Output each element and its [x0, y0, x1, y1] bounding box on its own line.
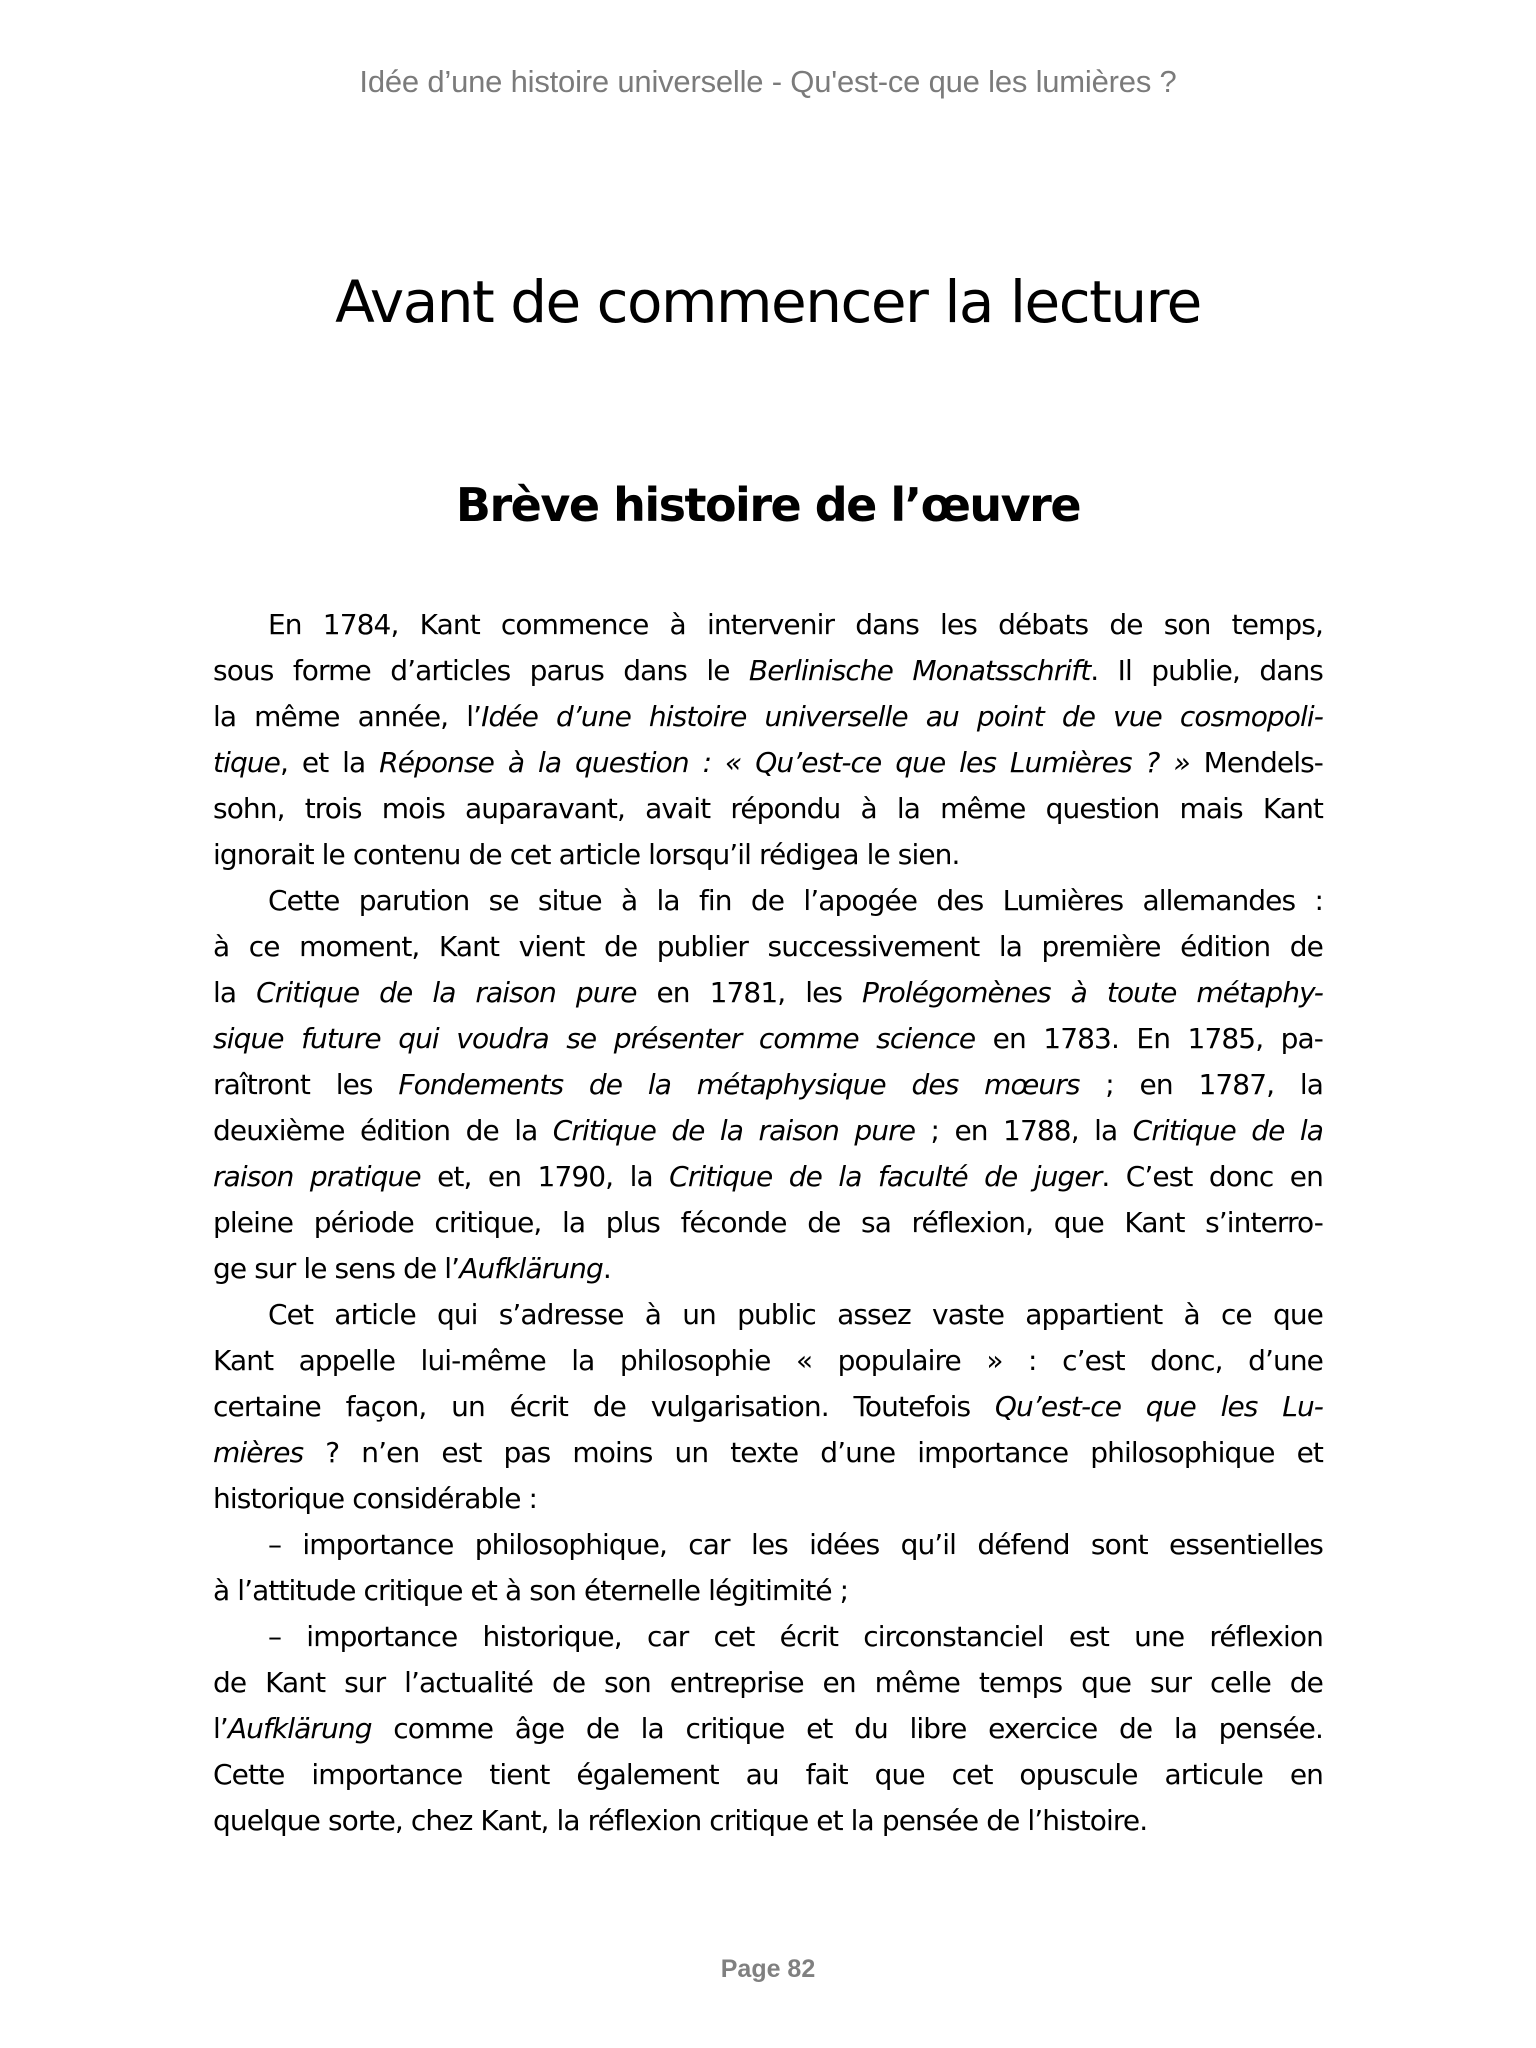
italic-text: raison pratique	[213, 1160, 421, 1193]
text-span: . Il publie, dans	[1090, 654, 1323, 687]
italic-text: Prolégomènes à toute métaphy-	[862, 976, 1324, 1009]
text-line	[213, 1062, 1323, 1108]
text-line	[213, 1430, 1323, 1476]
italic-text: Idée d’une histoire universelle au point de vue cosmopoli-	[481, 700, 1323, 733]
italic-text: Qu’est-ce que les Lu-	[994, 1390, 1324, 1423]
text-line	[213, 694, 1323, 740]
text-span: . C’est donc en	[1101, 1160, 1323, 1193]
text-span: ge sur le sens de l’	[213, 1252, 460, 1285]
text-span: de Kant sur l’actualité de son entreprise en même temps que sur celle de	[213, 1666, 1323, 1699]
text-span: raîtront les	[213, 1068, 399, 1101]
italic-text: Réponse à la question : « Qu’est-ce que les Lumières ? »	[379, 746, 1190, 779]
text-line	[213, 786, 1323, 832]
chapter-title: Avant de commencer la lecture	[335, 268, 1201, 336]
page-number: Page 82	[720, 1955, 816, 1983]
text-span: sohn, trois mois auparavant, avait répondu à la même question mais Kant	[213, 792, 1323, 825]
italic-text: Aufklärung	[459, 1252, 603, 1285]
text-line	[213, 740, 1323, 786]
text-span: l’	[213, 1712, 228, 1745]
text-span: la	[213, 976, 257, 1009]
text-line	[213, 1568, 1323, 1614]
text-line	[213, 1522, 1323, 1568]
text-line	[213, 924, 1323, 970]
text-span: – importance historique, car cet écrit circonstanciel est une réflexion	[268, 1620, 1323, 1653]
text-line	[213, 970, 1323, 1016]
section-title: Brève histoire de l’œuvre	[455, 478, 1081, 532]
text-span: – importance philosophique, car les idées qu’il défend sont essentielles	[268, 1528, 1323, 1561]
text-span: comme âge de la critique et du libre exercice de la pensée.	[371, 1712, 1323, 1745]
italic-text: sique future qui voudra se présenter comme science	[213, 1022, 976, 1055]
text-span: pleine période critique, la plus féconde de sa réflexion, que Kant s’interro-	[213, 1206, 1323, 1239]
text-span: , et la	[280, 746, 380, 779]
text-line	[213, 1706, 1323, 1752]
text-span: ? n’en est pas moins un texte d’une importance philosophique et	[303, 1436, 1323, 1469]
text-line	[213, 832, 1323, 878]
text-line	[213, 1752, 1323, 1798]
text-line	[213, 1246, 1323, 1292]
text-line	[213, 1108, 1323, 1154]
text-line	[213, 1338, 1323, 1384]
text-span: ; en 1788, la	[915, 1114, 1133, 1147]
text-span: la même année, l’	[213, 700, 482, 733]
text-span: ignorait le contenu de cet article lorsqu’il rédigea le sien.	[213, 838, 960, 871]
text-line	[213, 648, 1323, 694]
italic-text: Aufklärung	[227, 1712, 372, 1745]
text-span: Kant appelle lui-même la philosophie « populaire » : c’est donc, d’une	[213, 1344, 1323, 1377]
text-span: Mendels-	[1189, 746, 1323, 779]
text-line	[213, 1200, 1323, 1246]
text-line	[213, 602, 1323, 648]
text-span: sous forme d’articles parus dans le	[213, 654, 749, 687]
text-span: Cette parution se situe à la fin de l’apogée des Lumières allemandes :	[268, 884, 1323, 917]
text-line	[213, 878, 1323, 924]
text-line	[213, 1154, 1323, 1200]
italic-text: tique	[213, 746, 281, 779]
text-span: .	[602, 1252, 611, 1285]
text-line	[213, 1614, 1323, 1660]
text-span: à l’attitude critique et à son éternelle légitimité ;	[213, 1574, 849, 1607]
text-span: Cet article qui s’adresse à un public assez vaste appartient à ce que	[268, 1298, 1323, 1331]
text-line	[213, 1016, 1323, 1062]
text-line	[213, 1798, 1323, 1844]
italic-text: Critique de la raison pure	[552, 1114, 916, 1147]
italic-text: Berlinische Monatsschrift	[748, 654, 1091, 687]
text-line	[213, 1384, 1323, 1430]
text-span: ; en 1787, la	[1079, 1068, 1323, 1101]
text-span: en 1781, les	[636, 976, 863, 1009]
italic-text: Critique de la faculté de juger	[669, 1160, 1102, 1193]
text-line	[213, 1476, 1323, 1522]
text-span: deuxième édition de la	[213, 1114, 553, 1147]
text-span: quelque sorte, chez Kant, la réflexion critique et la pensée de l’histoire.	[213, 1804, 1148, 1837]
text-span: et, en 1790, la	[420, 1160, 670, 1193]
italic-text: Critique de la raison pure	[256, 976, 637, 1009]
text-span: En 1784, Kant commence à intervenir dans les débats de son temps,	[268, 608, 1323, 641]
running-header: Idée d’une histoire universelle - Qu'est-ce que les lumières ?	[359, 64, 1177, 99]
body-text	[213, 602, 1323, 1844]
italic-text: Fondements de la métaphysique des mœurs	[398, 1068, 1080, 1101]
text-span: en 1783. En 1785, pa-	[975, 1022, 1323, 1055]
text-span: certaine façon, un écrit de vulgarisation. Toutefois	[213, 1390, 995, 1423]
text-line	[213, 1660, 1323, 1706]
text-span: historique considérable :	[213, 1482, 538, 1515]
italic-text: Critique de la	[1132, 1114, 1323, 1147]
text-span: à ce moment, Kant vient de publier successivement la première édition de	[213, 930, 1323, 963]
text-span: Cette importance tient également au fait que cet opuscule articule en	[213, 1758, 1323, 1791]
italic-text: mières	[213, 1436, 304, 1469]
text-line	[213, 1292, 1323, 1338]
